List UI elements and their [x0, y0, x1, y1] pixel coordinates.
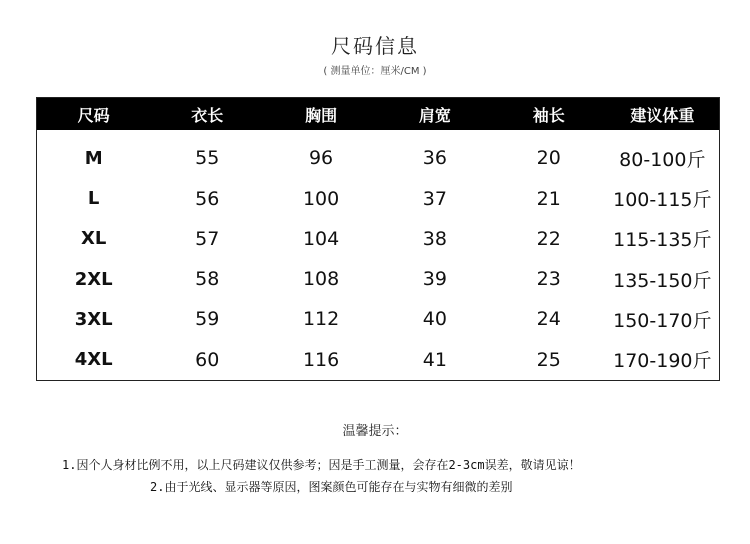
header-length: 衣长: [150, 98, 264, 131]
cell-shoulder: 40: [422, 308, 447, 331]
cell-sleeve: 22: [536, 227, 561, 250]
header-size: 尺码: [37, 98, 151, 131]
cell-weight: 115-135斤: [613, 229, 712, 252]
header-weight: 建议体重: [606, 98, 720, 131]
cell-size: 2XL: [74, 268, 113, 290]
cell-length: 59: [195, 308, 220, 331]
cell-weight: 80-100斤: [619, 148, 706, 171]
cell-weight: 170-190斤: [613, 350, 712, 373]
cell-size: L: [87, 188, 100, 210]
table-row: [37, 178, 720, 218]
cell-chest: 112: [302, 308, 340, 331]
cell-chest: 116: [302, 348, 340, 371]
cell-length: 57: [195, 227, 220, 250]
cell-weight: 100-115斤: [613, 189, 712, 212]
table-row: [37, 340, 720, 381]
table-row: [37, 219, 720, 259]
cell-weight: 150-170斤: [613, 309, 712, 332]
cell-size: M: [84, 147, 103, 169]
cell-shoulder: 38: [422, 227, 447, 250]
table-header-row: [37, 98, 720, 131]
tip-line-1: 1.因个人身材比例不用，以上尺码建议仅供参考；因是手工测量，会存在2-3cm误差，敬请见谅！: [62, 458, 581, 472]
unit-note: ( 测量单位：厘米/CM ): [323, 66, 427, 77]
cell-length: 56: [195, 187, 220, 210]
cell-size: 3XL: [74, 308, 113, 330]
cell-size: XL: [80, 228, 107, 250]
table-row: [37, 299, 720, 339]
cell-shoulder: 39: [422, 268, 447, 291]
cell-length: 58: [195, 268, 220, 291]
tip-line-2: 2.由于光线、显示器等原因，图案颜色可能存在与实物有细微的差别: [150, 480, 513, 494]
cell-sleeve: 25: [536, 348, 561, 371]
table-row: [37, 259, 720, 299]
cell-chest: 104: [302, 227, 340, 250]
cell-length: 60: [195, 348, 220, 371]
cell-sleeve: 23: [536, 268, 561, 291]
cell-chest: 96: [308, 147, 334, 170]
cell-shoulder: 41: [422, 348, 447, 371]
size-chart-table: [36, 97, 720, 381]
tips-heading: 温馨提示：: [342, 424, 408, 439]
cell-weight: 135-150斤: [613, 269, 712, 292]
header-chest: 胸围: [264, 98, 378, 131]
header-shoulder: 肩宽: [378, 98, 492, 131]
cell-sleeve: 24: [536, 308, 561, 331]
cell-chest: 100: [302, 187, 340, 210]
cell-sleeve: 21: [536, 187, 561, 210]
cell-shoulder: 36: [422, 147, 447, 170]
header-sleeve: 袖长: [492, 98, 606, 131]
cell-length: 55: [195, 147, 220, 170]
table-row: [37, 130, 720, 178]
cell-size: 4XL: [74, 349, 113, 371]
cell-chest: 108: [302, 268, 340, 291]
cell-shoulder: 37: [422, 187, 447, 210]
cell-sleeve: 20: [536, 147, 561, 170]
page-title: 尺码信息: [331, 34, 419, 58]
